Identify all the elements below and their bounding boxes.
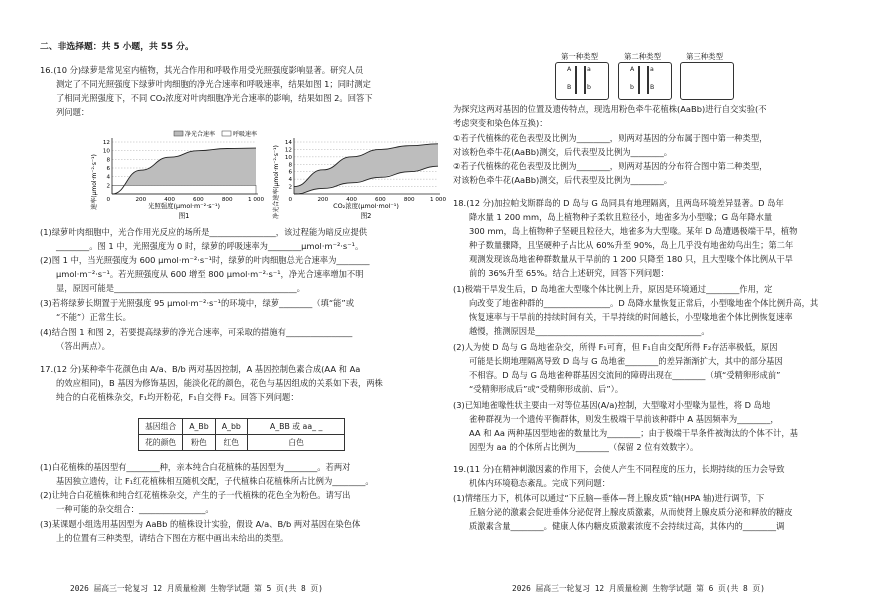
q16-question: “不能”）正常生长。 <box>56 312 131 322</box>
q18-line: 前的 36%升至 65%。结合上述研究，回答下列问题： <box>469 268 669 278</box>
table-cell: 花的颜色 <box>139 435 183 451</box>
x-tick-label: 400 <box>346 197 357 203</box>
y-tick-label: 4 <box>106 174 110 181</box>
gene-label: a <box>587 66 591 73</box>
origin-label: 0 <box>288 197 292 203</box>
y-tick-label: 10 <box>284 154 292 161</box>
y-tick-label: 12 <box>284 147 292 154</box>
y-tick-label: 12 <box>102 140 110 146</box>
q17-question: (1)白花植株的基因型有________种，亲本纯合白花植株的基因型为________。若两对 <box>40 462 351 472</box>
q18-line: 18.(12 分)加拉帕戈斯群岛的 D 岛与 G 岛同具有地理隔离，且两岛环境差异显著。D 岛年 <box>453 198 784 208</box>
q16-line: 16.(10 分)绿萝是常见室内植物，其光合作用和呼吸作用受光照强度影响显著。研究人员 <box>40 65 364 75</box>
q17-cont-line: ②若子代植株的花色表型及比例为________，则两对基因的分布符合图中第二种类型， <box>453 161 768 171</box>
fig1-caption: 图1 <box>178 212 190 220</box>
table-row <box>139 435 345 451</box>
y-tick-label: 6 <box>106 166 110 172</box>
y-tick-label: 14 <box>284 140 292 146</box>
page-footer-right: 2026 届高三一轮复习 12 月质量检测 生物学试题 第 6 页(共 8 页) <box>512 584 765 593</box>
q17-question: 一种可能的杂交组合：________________。 <box>56 504 214 514</box>
q18-line: 不相容。D 岛与 G 岛地雀种群基因交流间的障碍出现在________（填“受精卵形成前” <box>469 370 781 380</box>
x-tick-label: 800 <box>221 197 233 203</box>
x-tick-label: 200 <box>135 197 147 203</box>
gene-label: B <box>650 84 655 91</box>
type-2-label: 第二种类型 <box>624 52 661 61</box>
type-1-label: 第一种类型 <box>561 52 598 61</box>
q19-line: 机体内环境稳态紊乱。完成下列问题： <box>469 478 611 488</box>
y-tick-label: 6 <box>288 169 292 176</box>
gene-label: b <box>587 84 591 91</box>
q18-line: 种子数量骤降，且坚硬种子占比从 60%升至 90%，岛上几乎没有地雀幼鸟出生；第二年 <box>469 240 794 250</box>
fig1-legend-net: 净光合速率 <box>185 131 216 138</box>
q18-line: (1)极端干旱发生后，D 岛地雀大型喙个体比例上升，原因是环境通过________作用，定 <box>453 284 773 294</box>
q19-line: 质激素含量________。健康人体内糖皮质激素浓度不会持续过高，其体内的________调 <box>469 521 785 531</box>
q18-line: “受精卵形成后”或“受精卵形成前、后”）。 <box>469 384 624 394</box>
q19-line: 丘脑分泌的激素会促进垂体分泌促肾上腺皮质激素，从而使肾上腺皮质分泌和释放的糖皮 <box>469 507 793 517</box>
q17-line: 纯合的白花植株杂交，F₁均开粉花，F₁自交得 F₂。回答下列问题： <box>56 392 299 402</box>
q16-question: ________。图 1 中，光照强度为 0 时，绿萝的呼吸速率为________μmol·m⁻²·s⁻¹。 <box>56 241 364 251</box>
q17-line: 的效应相同)，B 基因为修饰基因，能淡化花的颜色，花色与基因组成的关系如下表，两株 <box>56 378 383 388</box>
fig2-xlabel: CO₂浓度(μmol·mol⁻¹) <box>333 202 399 210</box>
genotype-color-table <box>138 418 345 451</box>
gene-label: b <box>630 84 634 91</box>
table-cell: A_Bb <box>183 419 216 435</box>
q17-cont-line: ①若子代植株的花色表型及比例为________，则两对基因的分布属于图中第一种类型， <box>453 133 768 143</box>
y-tick-label: 8 <box>288 162 292 169</box>
gene-label: A <box>630 66 635 73</box>
q18-line: 雀种群视为一个遗传平衡群体，则发生极端干旱前该种群中 A 基因频率为________， <box>469 414 779 424</box>
fig1-legend-swatch-net <box>174 131 183 136</box>
section-heading: 二、非选择题：共 5 小题，共 55 分。 <box>40 42 194 52</box>
figure-2-chart <box>266 128 446 220</box>
q18-line: 越慢，推测原因是________________________________________。 <box>469 326 710 336</box>
fig1-legend-resp: 呼吸速率 <box>233 131 258 138</box>
q18-line: 向改变了地雀种群的________________。D 岛降水量恢复正常后，小型喙地雀个体比例升高，其 <box>469 298 819 308</box>
x-tick-label: 800 <box>403 197 415 203</box>
q18-line: 因型为 aa 的个体所占比例为________（保留 2 位有效数字）。 <box>469 442 699 452</box>
x-tick-label: 400 <box>164 197 175 203</box>
q17-cont-line: 考虑突变和染色体互换)： <box>453 118 548 128</box>
q17-question: (2)让纯合白花植株和纯合红花植株杂交，产生的子一代植株的花色全为粉色。请写出 <box>40 490 351 500</box>
q16-line: 了相同光照强度下，不同 CO₂浓度对叶肉细胞净光合速率的影响，结果如图 2。回答下 <box>56 93 373 103</box>
q16-line: 列问题： <box>56 107 90 117</box>
q18-line: 恢复速率与干旱前的持续时间有关，干旱持续的时间越长，小型喙地雀个体比例恢复速率 <box>469 312 793 322</box>
q18-line: 降水量 1 200 mm，岛上植物种子柔软且粒径小，地雀多为小型喙；G 岛年降水量 <box>469 212 773 222</box>
q16-question: (4)结合图 1 和图 2，若要提高绿萝的净光合速率，可采取的措施有________________ <box>40 327 353 337</box>
y-tick-label: 4 <box>288 177 292 184</box>
y-tick-label: 2 <box>288 184 292 191</box>
q17-cont-line: 对该粉色牵牛花(AaBb)测交，后代表型及比例为________。 <box>453 175 673 185</box>
q17-question: 基因独立遗传，让 F₁红花植株相互随机交配，子代植株白花植株所占比例为________。 <box>56 476 374 486</box>
fig1-xlabel: 光照强度(μmol·m⁻²·s⁻¹) <box>147 202 221 210</box>
gene-label: B <box>567 84 572 91</box>
x-tick-label: 1 000 <box>247 197 264 203</box>
table-cell: A_bb <box>215 419 247 435</box>
x-tick-label: 600 <box>375 197 386 203</box>
type-3-label: 第三种类型 <box>686 52 723 61</box>
q16-question: (1)绿萝叶肉细胞中，光合作用光反应的场所是________________，该过程能为暗反应提供 <box>40 227 368 237</box>
respiration-area <box>112 185 256 194</box>
y-tick-label: 2 <box>106 183 110 190</box>
gene-label: A <box>567 66 572 73</box>
table-cell: A_BB 或 aa_ _ <box>247 419 345 435</box>
x-tick-label: 600 <box>193 197 204 203</box>
q18-line: AA 和 Aa 两种基因型地雀的数量比为________；由于极端干旱条件被淘汰的个体不计，基 <box>469 428 798 438</box>
fig1-ylabel: 速率(μmol·m⁻²·s⁻¹) <box>91 154 98 210</box>
fig2-caption: 图2 <box>360 212 372 220</box>
q16-question: μmol·m⁻²·s⁻¹。若光照强度从 600 增至 800 μmol·m⁻²·s⁻¹，净光合速率增加不明 <box>56 269 364 279</box>
q16-question: （答出两点）。 <box>56 341 110 351</box>
q16-question: (3)若将绿萝长期置于光照强度 95 μmol·m⁻²·s⁻¹的环境中，绿萝________（填“能”或 <box>40 298 355 308</box>
table-cell: 红色 <box>215 435 247 451</box>
table-cell: 粉色 <box>183 435 216 451</box>
q17-question: 上的位置有三种类型，请结合下图在方框中画出未给出的类型。 <box>56 533 289 543</box>
q17-question: (3)某课题小组选用基因型为 AaBb 的植株设计实验，假设 A/a、B/b 两对基因在染色体 <box>40 519 361 529</box>
q18-line: (3)已知地雀喙性状主要由一对等位基因(A/a)控制，大型喙对小型喙为显性，将 D 岛地 <box>453 400 771 410</box>
x-tick-label: 1 000 <box>429 197 446 203</box>
q18-line: (2)人为使 D 岛与 G 岛地雀杂交，所得 F₁可育，但 F₁自由交配所得 F₂存活率极低，原因 <box>453 342 778 352</box>
fig1-legend-swatch-resp <box>222 131 231 136</box>
y-tick-label: 8 <box>106 157 110 164</box>
left-page <box>40 0 446 614</box>
q19-line: (1)情绪压力下，机体可以通过“下丘脑—垂体—肾上腺皮质”轴(HPA 轴)进行调节，下 <box>453 493 765 503</box>
q17-cont-line: 为探究这两对基因的位置及遗传特点，现选用粉色牵牛花植株(AaBb)进行自交实验(不 <box>453 104 767 114</box>
table-cell: 白色 <box>247 435 345 451</box>
table-cell: 基因组合 <box>139 419 183 435</box>
q17-line: 17.(12 分)某种牵牛花颜色由 A/a、B/b 两对基因控制，A 基因控制色素合成(AA 和 Aa <box>40 364 361 374</box>
y-tick-label: 10 <box>102 148 110 155</box>
q17-cont-line: 对该粉色牵牛花(AaBb)测交，后代表型及比例为________。 <box>453 147 673 157</box>
fig2-ylabel: 净光合速率(μmol·m⁻²·s⁻¹) <box>273 145 280 219</box>
origin-label: 0 <box>106 197 110 203</box>
q16-question: 显，原因可能是____________________________________________。 <box>56 283 305 293</box>
q16-line: 测定了不同光照强度下绿萝叶肉细胞的净光合速率和呼吸速率，结果如图 1；同时测定 <box>56 79 371 89</box>
q18-line: 观测发现该岛地雀种群数量从干旱前的 1 200 只降至 180 只，且大型喙个体比例从干旱 <box>469 254 793 264</box>
q19-line: 19.(11 分)在精神刺激因素的作用下，会使人产生不同程度的压力，长期持续的压力会导致 <box>453 464 785 474</box>
right-page <box>453 0 853 614</box>
q16-question: (2)图 1 中，当光照强度为 600 μmol·m⁻²·s⁻¹时，绿萝的叶肉细胞总光合速率为________ <box>40 255 370 265</box>
x-tick-label: 200 <box>317 197 329 203</box>
page-footer-left: 2026 届高三一轮复习 12 月质量检测 生物学试题 第 5 页(共 8 页) <box>70 584 323 593</box>
table-row <box>139 419 345 435</box>
q18-line: 可能是长期地理隔离导致 D 岛与 G 岛地雀________的差异渐渐扩大，其中的部分基因 <box>469 356 783 366</box>
gene-label: a <box>650 66 654 73</box>
figure-1-chart <box>84 128 264 220</box>
q18-line: 300 mm，岛上植物种子坚硬且粒径大，地雀多为大型喙。某年 D 岛遭遇极端干旱，植物 <box>469 226 798 236</box>
